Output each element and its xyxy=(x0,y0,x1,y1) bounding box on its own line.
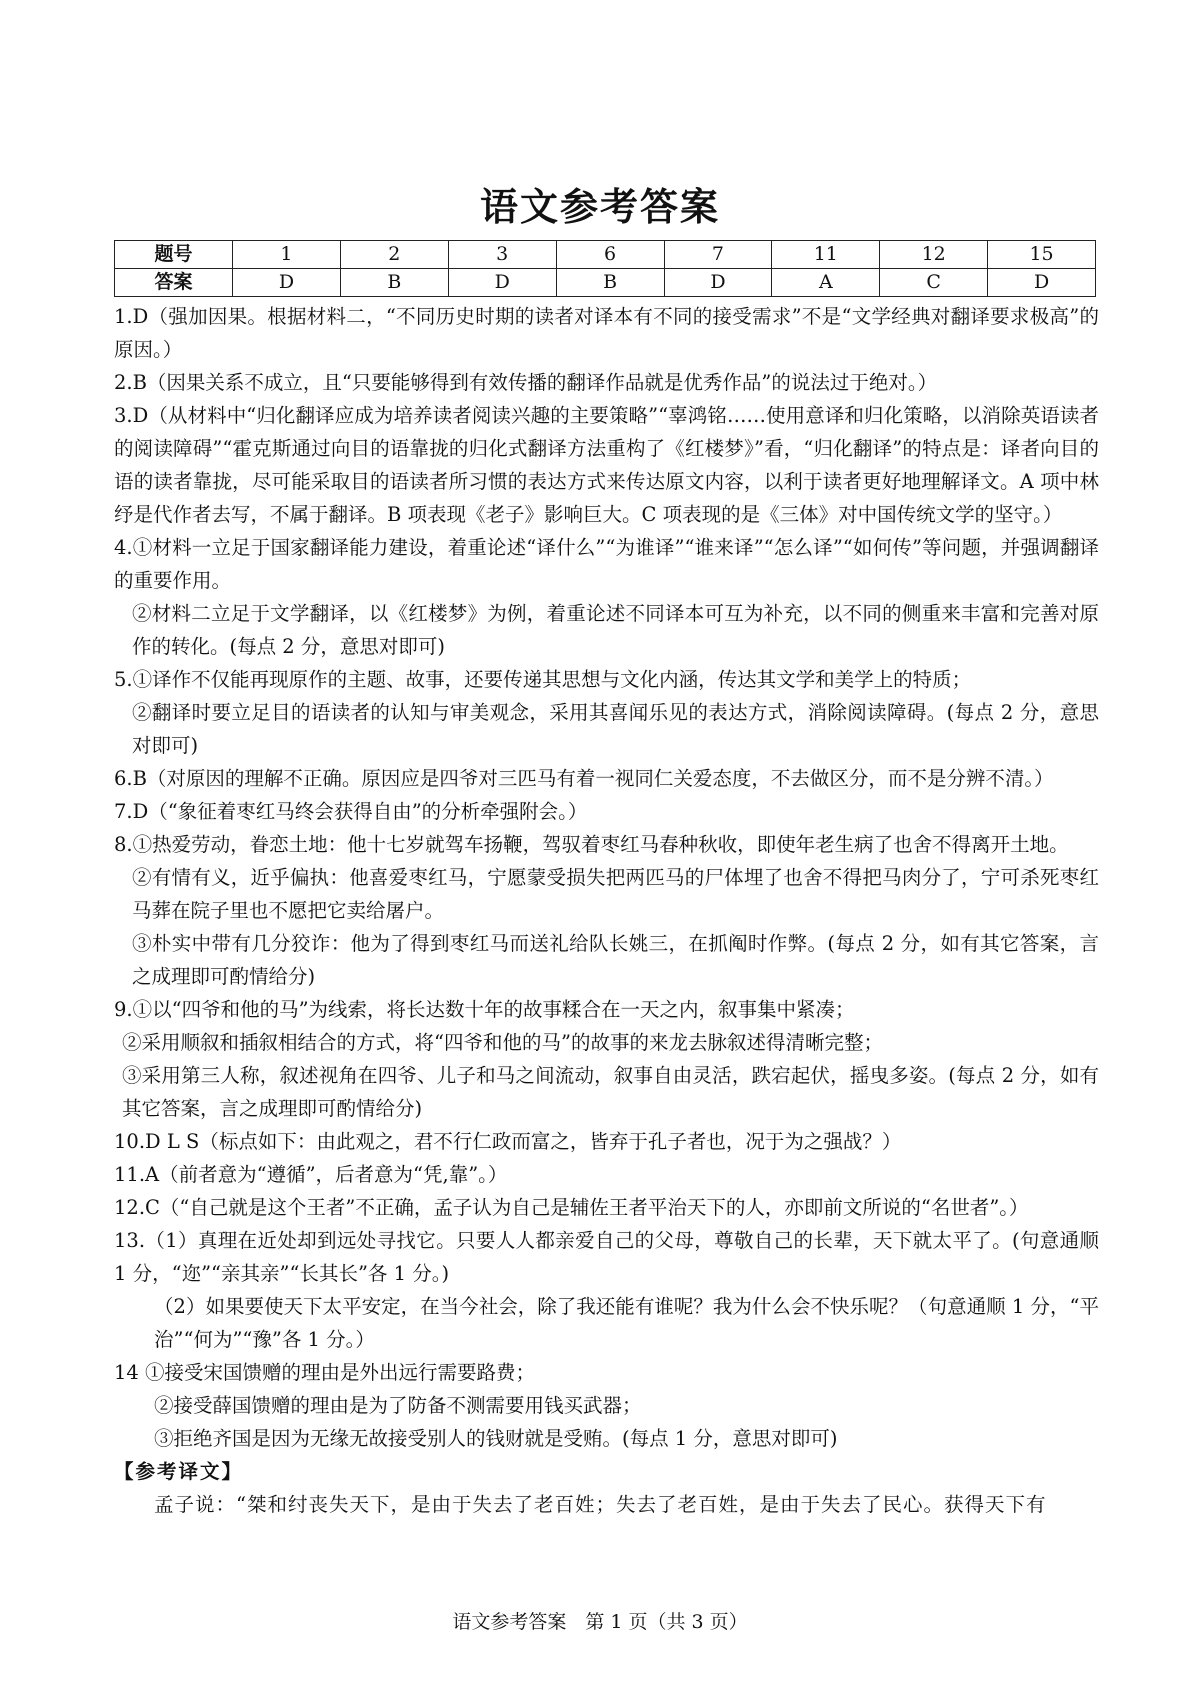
answer-paragraph-9-point-3: ③采用第三人称，叙述视角在四爷、儿子和马之间流动，叙事自由灵活，跌宕起伏，摇曳多姿。(每点 2 分，如有其它答案，言之成理即可酌情给分) xyxy=(122,1064,1099,1120)
answer-paragraph-8-point-3: ③朴实中带有几分狡诈：他为了得到枣红马而送礼给队长姚三，在抓阄时作弊。(每点 2 分，如有其它答案，言之成理即可酌情给分) xyxy=(132,932,1099,988)
reference-translation-heading: 【参考译文】 xyxy=(114,1460,244,1483)
answer-cell: D xyxy=(448,269,556,297)
question-cell: 2 xyxy=(340,241,448,269)
answer-cell: A xyxy=(772,269,880,297)
answer-table xyxy=(114,240,1096,297)
answer-paragraph-5-point-2: ②翻译时要立足目的语读者的认知与审美观念，采用其喜闻乐见的表达方式，消除阅读障碍。(每点 2 分，意思对即可) xyxy=(132,701,1099,757)
answer-cell: B xyxy=(556,269,664,297)
answer-paragraph-3: 3.D（从材料中“归化翻译应成为培养读者阅读兴趣的主要策略”“辜鸿铭……使用意译和归化策略，以消除英语读者的阅读障碍”“霍克斯通过向目的语靠拢的归化式翻译方法重构了《红楼梦》”看，“归化翻译”的特点是：译者向目的语的读者靠拢，尽可能采取目的语读者所习惯的表达方式来传达原文内容，以利于读者更好地理解译文。A 项中林纾是代作者去写，不属于翻译。B 项表现《老子》影响巨大。C 项表现的是《三体》对中国传统文学的坚守。） xyxy=(114,404,1099,526)
answer-paragraph-13-part-2: （2）如果要使天下太平安定，在当今社会，除了我还能有谁呢？我为什么会不快乐呢？（句意通顺 1 分，“平治”“何为”“豫”各 1 分。） xyxy=(154,1295,1099,1351)
question-cell: 11 xyxy=(772,241,880,269)
question-number-row xyxy=(115,241,1096,269)
answer-paragraph-14-point-2: ②接受薛国馈赠的理由是为了防备不测需要用钱买武器； xyxy=(154,1394,642,1417)
answer-paragraph-9: 9.①以“四爷和他的马”为线索，将长达数十年的故事糅合在一天之内，叙事集中紧凑； xyxy=(114,998,855,1021)
answer-paragraph-9-point-2: ②采用顺叙和插叙相结合的方式，将“四爷和他的马”的故事的来龙去脉叙述得清晰完整； xyxy=(122,1031,883,1054)
answer-paragraph-6: 6.B（对原因的理解不正确。原因应是四爷对三匹马有着一视同仁关爱态度，不去做区分，而不是分辨不清。） xyxy=(114,767,1054,790)
answer-paragraph-1: 1.D（强加因果。根据材料二，“不同历史时期的读者对译本有不同的接受需求”不是“文学经典对翻译要求极高”的原因。） xyxy=(114,305,1099,361)
answer-paragraph-10: 10.D L S（标点如下：由此观之，君不行仁政而富之，皆弃于孔子者也，况于为之强战？） xyxy=(114,1130,902,1153)
answer-paragraph-14-point-3: ③拒绝齐国是因为无缘无故接受别人的钱财就是受贿。(每点 1 分，意思对即可) xyxy=(154,1427,838,1450)
page-title: 语文参考答案 xyxy=(479,184,720,229)
answer-paragraph-2: 2.B（因果关系不成立，且“只要能够得到有效传播的翻译作品就是优秀作品”的说法过于绝对。） xyxy=(114,371,938,394)
question-cell: 7 xyxy=(664,241,772,269)
row-label-question-number: 题号 xyxy=(115,241,233,269)
answer-row xyxy=(115,269,1096,297)
question-cell: 1 xyxy=(233,241,341,269)
answer-paragraph-11: 11.A（前者意为“遵循”，后者意为“凭,靠”。） xyxy=(114,1163,508,1186)
answer-cell: D xyxy=(988,269,1096,297)
answer-cell: C xyxy=(880,269,988,297)
answer-paragraph-12: 12.C（“自己就是这个王者”不正确，孟子认为自己是辅佐王者平治天下的人，亦即前文所说的“名世者”。） xyxy=(114,1196,1029,1219)
answer-paragraph-13: 13.（1）真理在近处却到远处寻找它。只要人人都亲爱自己的父母，尊敬自己的长辈，天下就太平了。(句意通顺 1 分，“迩”“亲其亲”“长其长”各 1 分。) xyxy=(114,1229,1099,1285)
answer-paragraph-8: 8.①热爱劳动，眷恋土地：他十七岁就驾车扬鞭，驾驭着枣红马春种秋收，即使年老生病了也舍不得离开土地。 xyxy=(114,833,1069,856)
answer-cell: D xyxy=(233,269,341,297)
question-cell: 6 xyxy=(556,241,664,269)
answer-paragraph-14: 14 ①接受宋国馈赠的理由是外出远行需要路费； xyxy=(114,1361,536,1384)
answer-paragraph-7: 7.D（“象征着枣红马终会获得自由”的分析牵强附会。） xyxy=(114,800,588,823)
reference-translation-text: 孟子说：“桀和纣丧失天下，是由于失去了老百姓；失去了老百姓，是由于失去了民心。获得天下有 xyxy=(154,1493,1047,1516)
answer-explanations xyxy=(114,300,1099,1521)
question-cell: 15 xyxy=(988,241,1096,269)
question-cell: 12 xyxy=(880,241,988,269)
answer-paragraph-4: 4.①材料一立足于国家翻译能力建设，着重论述“译什么”“为谁译”“谁来译”“怎么译”“如何传”等问题，并强调翻译的重要作用。 xyxy=(114,536,1099,592)
answer-cell: D xyxy=(664,269,772,297)
answer-paragraph-5: 5.①译作不仅能再现原作的主题、故事，还要传递其思想与文化内涵，传达其文学和美学上的特质； xyxy=(114,668,972,691)
answer-paragraph-8-point-2: ②有情有义，近乎偏执：他喜爱枣红马，宁愿蒙受损失把两匹马的尸体埋了也舍不得把马肉分了，宁可杀死枣红马葬在院子里也不愿把它卖给屠户。 xyxy=(132,866,1099,922)
answer-paragraph-4-point-2: ②材料二立足于文学翻译，以《红楼梦》为例，着重论述不同译本可互为补充，以不同的侧重来丰富和完善对原作的转化。(每点 2 分，意思对即可) xyxy=(132,602,1099,658)
answer-cell: B xyxy=(340,269,448,297)
page-footer: 语文参考答案 第 1 页（共 3 页） xyxy=(452,1611,748,1633)
row-label-answer: 答案 xyxy=(115,269,233,297)
question-cell: 3 xyxy=(448,241,556,269)
